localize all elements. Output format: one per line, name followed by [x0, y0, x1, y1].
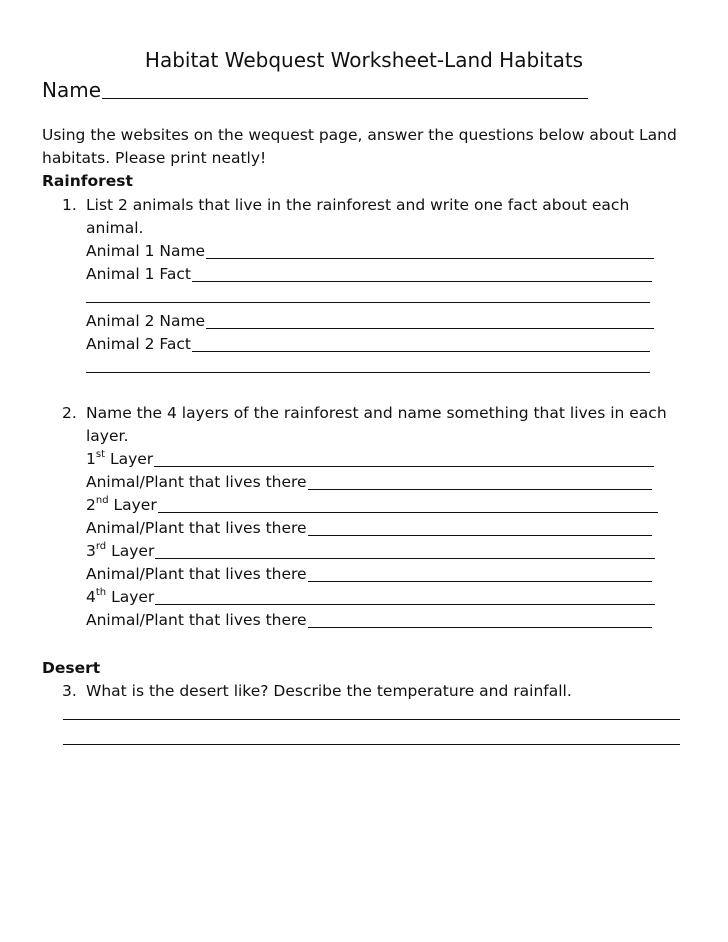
- animal-1-fact-blank[interactable]: [192, 281, 652, 282]
- animal-2-fact-field: [86, 333, 650, 356]
- rainforest-heading: Rainforest: [42, 172, 133, 190]
- animal-2-name-label: Animal 2 Name: [86, 312, 206, 330]
- animal-1-fact-field: [86, 263, 652, 286]
- layer-3-lives-field: [86, 563, 652, 586]
- question-1-line-2: animal.: [86, 219, 144, 237]
- layer-3-lives-label: Animal/Plant that lives there: [86, 565, 307, 583]
- layer-2-lives-field: [86, 517, 652, 540]
- layer-2-lives-label: Animal/Plant that lives there: [86, 519, 307, 537]
- question-2-number: 2.: [62, 404, 77, 422]
- question-2-line-1: Name the 4 layers of the rainforest and name something that lives in each: [86, 404, 667, 422]
- layer-3-lives-blank[interactable]: [308, 581, 652, 582]
- question-3-number: 3.: [62, 682, 77, 700]
- layer-4-field: [86, 586, 655, 609]
- layer-2-label: 2nd Layer: [86, 494, 157, 514]
- layer-3-blank[interactable]: [155, 558, 655, 559]
- layer-4-blank[interactable]: [155, 604, 655, 605]
- name-blank[interactable]: [102, 98, 588, 99]
- question-3-text: What is the desert like? Describe the temperature and rainfall.: [86, 682, 572, 700]
- animal-1-fact-label: Animal 1 Fact: [86, 265, 191, 283]
- animal-2-fact-label: Animal 2 Fact: [86, 335, 191, 353]
- layer-1-field: [86, 448, 654, 471]
- layer-4-lives-blank[interactable]: [308, 627, 652, 628]
- question-2-line-2: layer.: [86, 427, 129, 445]
- layer-2-lives-blank[interactable]: [308, 535, 652, 536]
- instructions-line-2: habitats. Please print neatly!: [42, 149, 267, 167]
- animal-1-name-field: [86, 240, 654, 263]
- name-row: [42, 76, 588, 104]
- layer-3-field: [86, 540, 655, 563]
- animal-2-name-field: [86, 310, 654, 333]
- animal-2-fact-blank[interactable]: [192, 351, 650, 352]
- layer-1-lives-blank[interactable]: [308, 489, 652, 490]
- layer-4-lives-field: [86, 609, 652, 632]
- layer-1-blank[interactable]: [154, 466, 654, 467]
- layer-1-lives-field: [86, 471, 652, 494]
- layer-1-lives-label: Animal/Plant that lives there: [86, 473, 307, 491]
- page-title: Habitat Webquest Worksheet-Land Habitats: [144, 48, 584, 72]
- desert-answer-line-2[interactable]: [63, 744, 680, 745]
- layer-4-label: 4th Layer: [86, 586, 155, 606]
- layer-2-blank[interactable]: [158, 512, 658, 513]
- question-1-line-1: List 2 animals that live in the rainforest and write one fact about each: [86, 196, 630, 214]
- instructions-line-1: Using the websites on the wequest page, answer the questions below about Land: [42, 126, 677, 144]
- desert-heading: Desert: [42, 659, 101, 677]
- name-label: Name: [42, 78, 102, 102]
- desert-answer-line-1[interactable]: [63, 719, 680, 720]
- animal-1-fact-extra-line[interactable]: [86, 302, 650, 303]
- animal-1-name-label: Animal 1 Name: [86, 242, 206, 260]
- layer-4-lives-label: Animal/Plant that lives there: [86, 611, 307, 629]
- layer-3-label: 3rd Layer: [86, 540, 155, 560]
- animal-1-name-blank[interactable]: [206, 258, 654, 259]
- layer-2-field: [86, 494, 658, 517]
- question-1-number: 1.: [62, 196, 77, 214]
- animal-2-name-blank[interactable]: [206, 328, 654, 329]
- layer-1-label: 1st Layer: [86, 448, 154, 468]
- animal-2-fact-extra-line[interactable]: [86, 372, 650, 373]
